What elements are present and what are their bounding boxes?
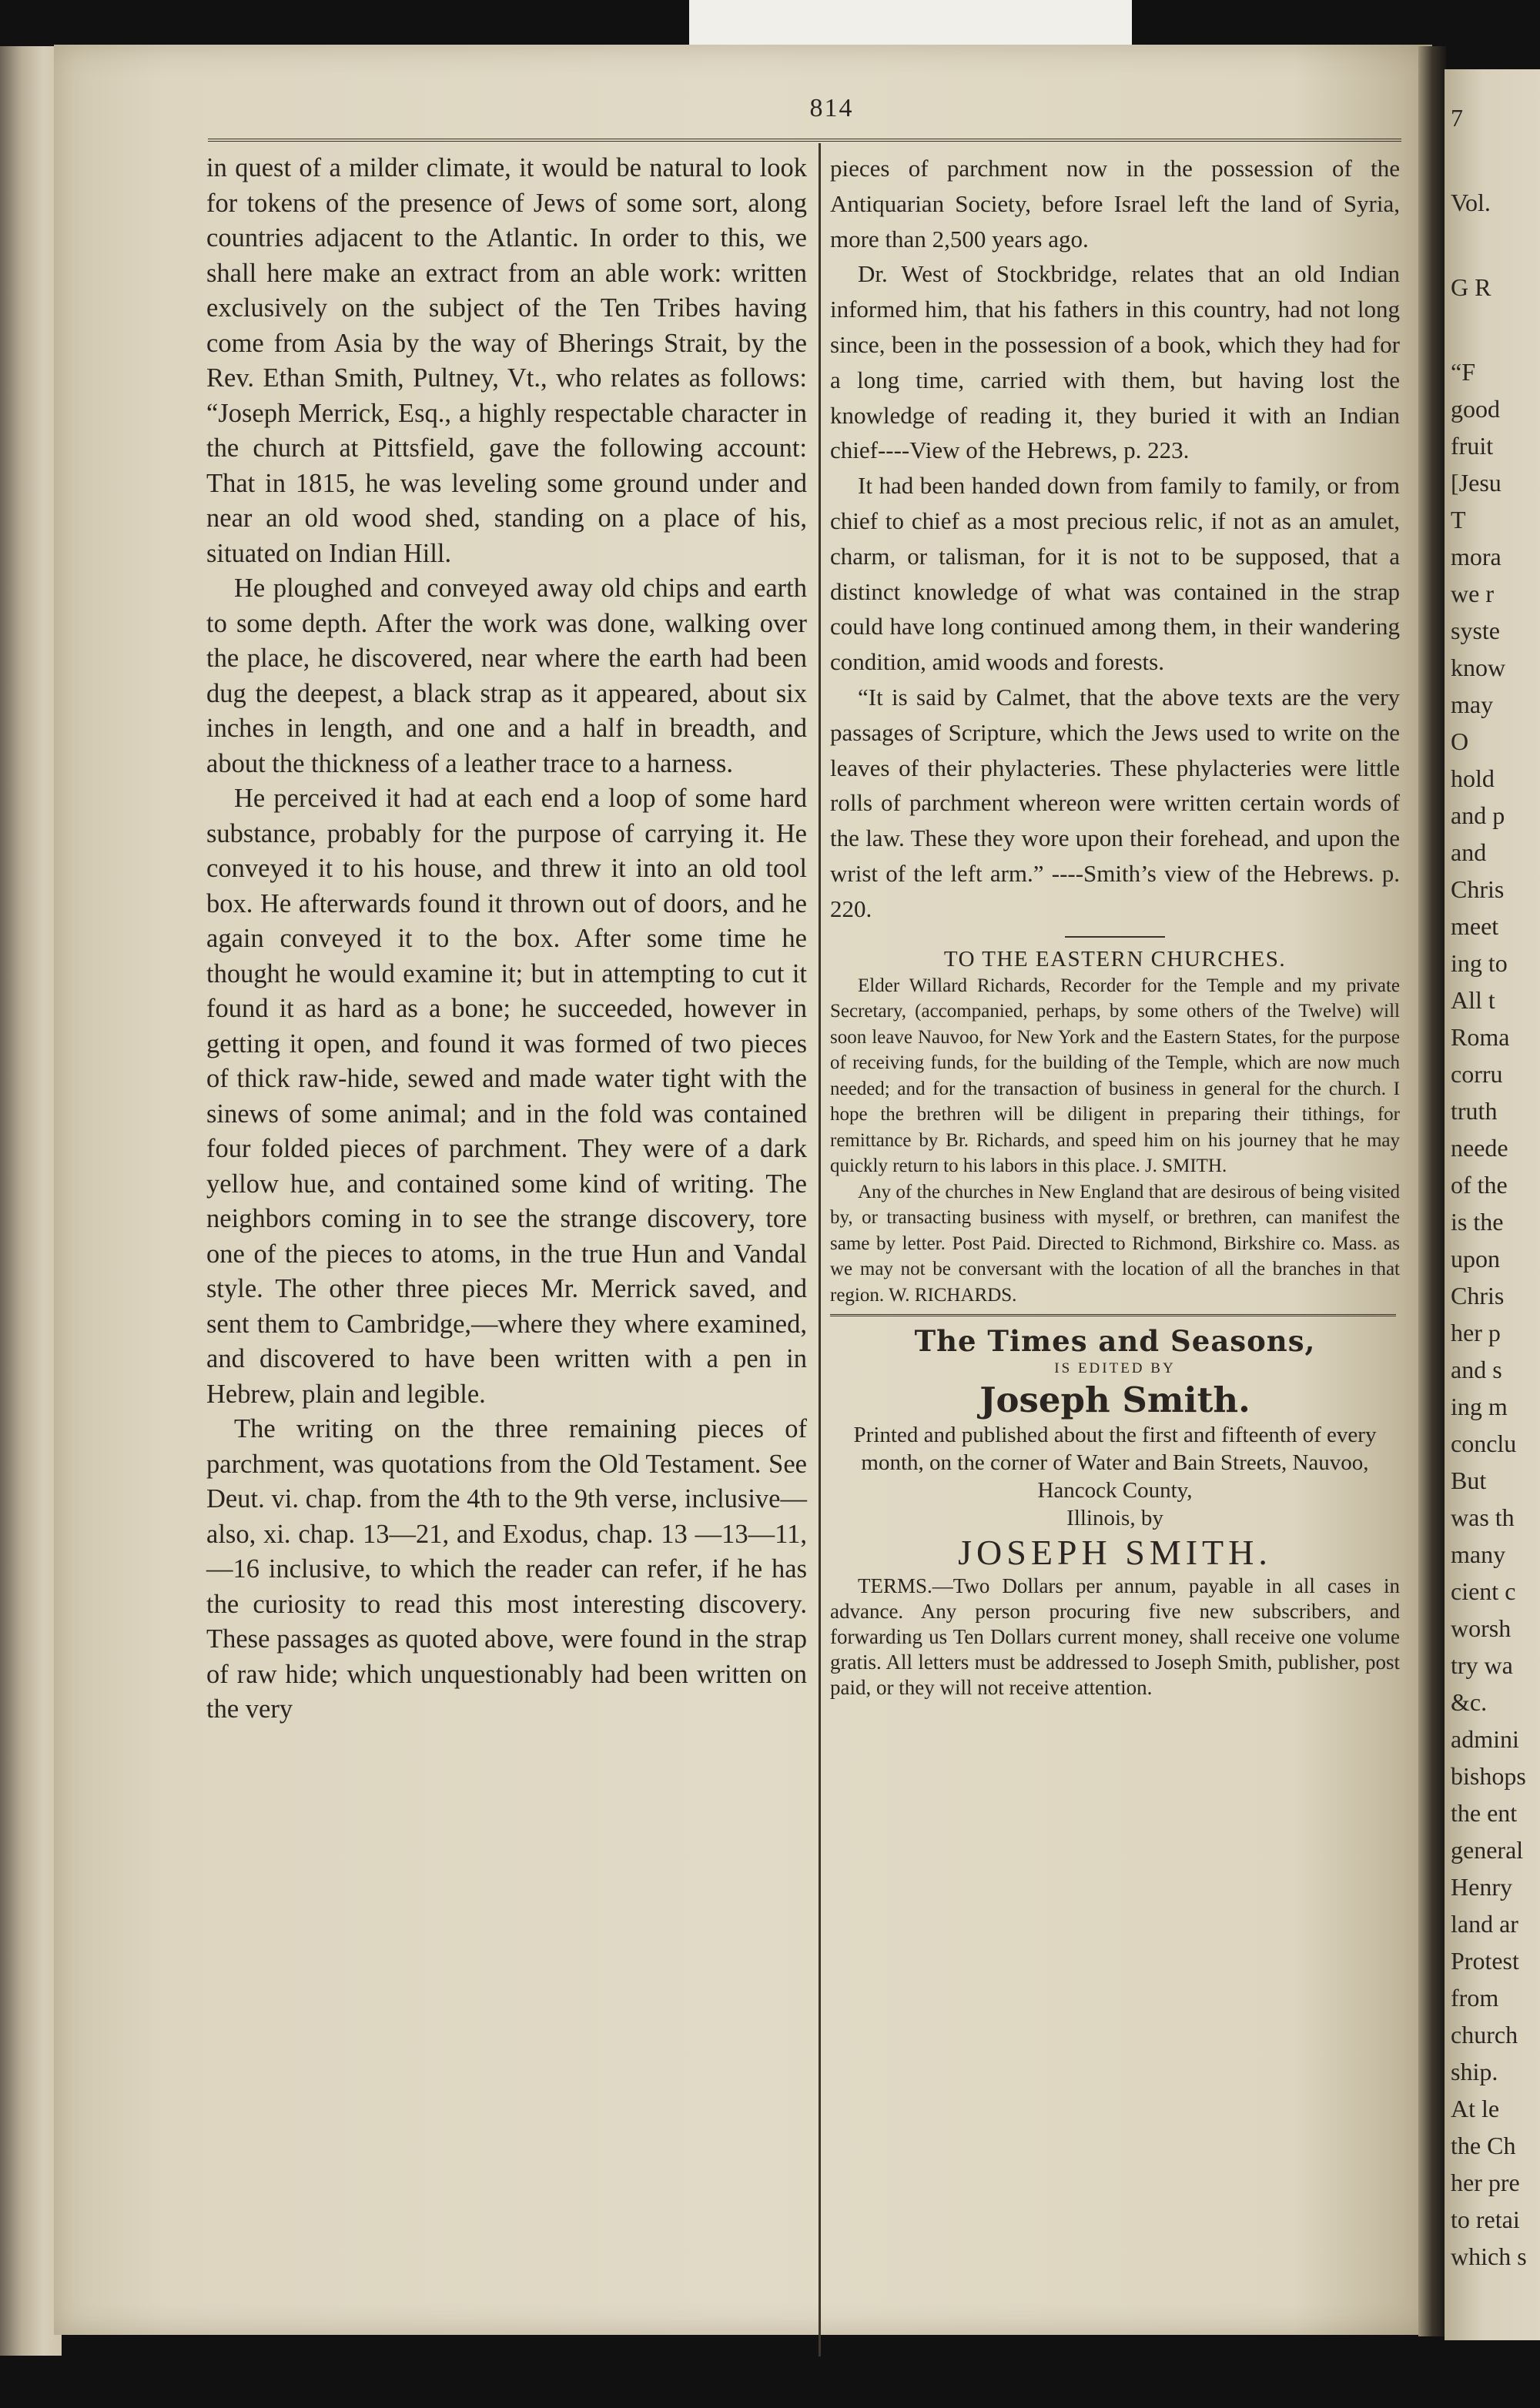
next-page-fragment: mora bbox=[1451, 543, 1502, 570]
next-page-fragment: her p bbox=[1451, 1319, 1501, 1346]
next-page-fragment: church bbox=[1451, 2021, 1518, 2048]
next-page-fragment: truth bbox=[1451, 1097, 1498, 1125]
next-page-fragment: Roma bbox=[1451, 1023, 1510, 1051]
article-paragraph: in quest of a milder climate, it would be natural to look for tokens of the presence of Jews of some sort, along countries adjacent to the Atlantic. In order to this, we shall here make an extract from an able work: written exclusively on the subject of the Ten Tribes having come from Asia by the way of Bherings Strait, by the Rev. Ethan Smith, Pultney, Vt., who relates as follows: “Joseph Merrick, Esq., a highly respectable character in the church at Pittsfield, gave the following account: That in 1815, he was leveling some ground under and near an old wood shed, standing on a place of his, situated on Indian Hill. bbox=[206, 153, 807, 568]
masthead-county: Hancock County, bbox=[1037, 1478, 1193, 1503]
next-page-fragment: we r bbox=[1451, 580, 1494, 607]
right-column bbox=[830, 151, 1400, 1701]
next-page-fragment: good bbox=[1451, 395, 1500, 423]
next-page-fragment: which s bbox=[1451, 2242, 1527, 2270]
next-page-fragment: G R bbox=[1451, 273, 1491, 301]
masthead-publisher: JOSEPH SMITH. bbox=[958, 1533, 1272, 1573]
next-page-fragment: may bbox=[1451, 691, 1494, 718]
next-page-fragment: general bbox=[1451, 1836, 1524, 1864]
next-page-fragment: ing m bbox=[1451, 1393, 1508, 1420]
notice-signature: J. SMITH. bbox=[1144, 1156, 1227, 1177]
next-page-fragment: hold bbox=[1451, 764, 1495, 792]
next-page-fragment: the ent bbox=[1451, 1799, 1518, 1827]
article-paragraph: It had been handed down from family to family, or from chief to chief as a most precious relic, if not as an amulet, charm, or talisman, for it is not to be supposed, that a distinct knowledge of what was contained in the strap could have long continued among them, in their wandering condition, amid woods and forests. bbox=[830, 472, 1400, 676]
next-page-fragment: and bbox=[1451, 838, 1487, 866]
article-paragraph: pieces of parchment now in the possession of the Antiquarian Society, before Israel left the land of Syria, more than 2,500 years ago. bbox=[830, 155, 1400, 253]
section-rule bbox=[1065, 936, 1165, 938]
next-page-fragment: neede bbox=[1451, 1134, 1508, 1162]
next-page-fragment: &c. bbox=[1451, 1688, 1488, 1716]
masthead-printed-line: Printed and published about the first and fifteenth of every month, on the corner of Water and Bain Streets, Nauvoo, bbox=[853, 1423, 1377, 1476]
next-page-fragment: the Ch bbox=[1451, 2132, 1516, 2159]
article-paragraph: He ploughed and conveyed away old chips and earth to some depth. After the work was done, walking over the place, he discovered, near where the earth had been dug the deepest, a black strap as it appeared, about six inches in length, and one and a half in breadth, and about the thickness of a leather trace to a harness. bbox=[206, 574, 807, 778]
next-page-fragment: Chris bbox=[1451, 1282, 1505, 1309]
next-page-fragment: bishops bbox=[1451, 1762, 1526, 1790]
left-column bbox=[206, 151, 807, 1727]
next-page-fragment: fruit bbox=[1451, 432, 1494, 460]
masthead-rule bbox=[830, 1314, 1396, 1316]
notice-body: Any of the churches in New England that are desirous of being visited by, or transacting business with myself, or brethren, can manifest the same by letter. Post Paid. Directed to Richmond, Birkshire co. Mass. as we may not be conversant with the location of all the branches in that region. W. RICHARDS. bbox=[830, 1181, 1400, 1306]
next-page-fragment: land ar bbox=[1451, 1910, 1518, 1938]
masthead-state: Illinois, by bbox=[1066, 1506, 1163, 1531]
next-page-fragment: and s bbox=[1451, 1356, 1502, 1383]
notice-body: Elder Willard Richards, Recorder for the Temple and my private Secretary, (accompanied, perhaps, by some others of the Twelve) will soon leave Nauvoo, for New York and the Eastern States, for the purpose of receiving funds, for the building of the Temple, which are now much needed; and for the transaction of business in general for the church. I hope the brethren will be diligent in preparing their tithings, for remittance by Br. Richards, and speed him on his journey that he may quickly return to his labors in this place. J. SMITH. bbox=[830, 975, 1400, 1177]
next-page-fragment: worsh bbox=[1451, 1614, 1512, 1642]
next-page-fragment: admini bbox=[1451, 1725, 1519, 1753]
next-page-fragment: know bbox=[1451, 654, 1506, 681]
next-page-fragment: “F bbox=[1451, 358, 1475, 386]
next-page-fragment: conclu bbox=[1451, 1430, 1517, 1457]
book-page-edges bbox=[0, 46, 62, 2356]
next-page-fragment: of the bbox=[1451, 1171, 1508, 1199]
book-gutter bbox=[1418, 46, 1446, 2336]
next-page-fragment: and p bbox=[1451, 801, 1505, 829]
next-page-fragment: corru bbox=[1451, 1060, 1503, 1088]
next-page-fragment: Chris bbox=[1451, 875, 1505, 903]
next-page-fragment: from bbox=[1451, 1984, 1499, 2012]
next-page-fragment: All t bbox=[1451, 986, 1495, 1014]
next-page-fragment: But bbox=[1451, 1467, 1487, 1494]
masthead-editor: Joseph Smith. bbox=[979, 1380, 1250, 1421]
next-page-fragment: is the bbox=[1451, 1208, 1504, 1236]
next-page-fragment: ing to bbox=[1451, 949, 1508, 977]
notice-signature: W. RICHARDS. bbox=[888, 1284, 1017, 1306]
next-page-fragment: T bbox=[1451, 506, 1466, 533]
next-page-fragment: Protest bbox=[1451, 1947, 1519, 1975]
next-page-fragment: 7 bbox=[1451, 104, 1463, 132]
notice-heading: TO THE EASTERN CHURCHES. bbox=[943, 946, 1287, 972]
page-number: 814 bbox=[809, 94, 854, 122]
article-paragraph: “It is said by Calmet, that the above texts are the very passages of Scripture, which the Jews used to write on the leaves of their phylacteries. These phylacteries were little rolls of parchment whereon were written certain words of the law. These they wore upon their forehead, and upon the wrist of the left arm.” ----Smith’s view of the Hebrews. p. 220. bbox=[830, 683, 1400, 922]
next-page-fragment: cient c bbox=[1451, 1577, 1516, 1605]
article-paragraph: Dr. West of Stockbridge, relates that an old Indian informed him, that his fathers in this country, had not long since, been in the possession of a book, which they had for a long time, carried with them, but having lost the knowledge of reading it, they buried it with an Indian chief----View of the Hebrews, p. 223. bbox=[830, 260, 1400, 464]
article-paragraph: The writing on the three remaining pieces of parchment, was quotations from the Old Testament. See Deut. vi. chap. from the 4th to the 9th verse, inclusive—also, xi. chap. 13—21, and Exodus, chap. 13 —13—11,—16 inclusive, to which the reader can refer, if he has the curiosity to read this most interesting discovery. These passages as quoted above, were found in the strap of raw hide; which unquestionably had been written on the very bbox=[206, 1414, 807, 1724]
next-page-fragment: ship. bbox=[1451, 2058, 1498, 2085]
header-rule bbox=[208, 139, 1401, 142]
next-page-fragment: to retai bbox=[1451, 2206, 1520, 2233]
next-page-fragment: syste bbox=[1451, 617, 1500, 644]
next-page-fragment: many bbox=[1451, 1540, 1506, 1568]
next-page-fragment: Vol. bbox=[1451, 189, 1491, 216]
next-page-fragment: [Jesu bbox=[1451, 469, 1502, 497]
column-divider bbox=[819, 143, 821, 2356]
next-page-fragment: was th bbox=[1451, 1503, 1515, 1531]
right-page bbox=[1445, 69, 1540, 2340]
next-page-fragment: try wa bbox=[1451, 1651, 1513, 1679]
next-page-fragment: meet bbox=[1451, 912, 1499, 940]
article-paragraph: He perceived it had at each end a loop of some hard substance, probably for the purpose of carrying it. He conveyed it to his house, and threw it into an old tool box. He afterwards found it thrown out of doors, and he again conveyed it to the box. After some time he thought he would examine it; but in attempting to cut it found it as hard as a bone; he succeeded, however in getting it open, and found it was formed of two pieces of thick raw-hide, sewed and made water tight with the sinews of some animal; and in the fold was contained four folded pieces of parchment. They were of a dark yellow hue, and contained some kind of writing. The neighbors coming in to see the strange discovery, tore one of the pieces to atoms, in the true Hun and Vandal style. The other three pieces Mr. Merrick saved, and sent them to Cambridge,—where they where examined, and discovered to have been written with a pen in Hebrew, plain and legible. bbox=[206, 784, 807, 1409]
next-page-fragment: upon bbox=[1451, 1245, 1500, 1273]
masthead-title: The Times and Seasons, bbox=[914, 1324, 1316, 1359]
next-page-fragment: Henry bbox=[1451, 1873, 1512, 1901]
top-paper-strip bbox=[689, 0, 1132, 46]
next-page-fragment: her pre bbox=[1451, 2169, 1520, 2196]
masthead-edited-by: IS EDITED BY bbox=[1054, 1360, 1176, 1377]
masthead-terms: TERMS.—Two Dollars per annum, payable in all cases in advance. Any person procuring five new subscribers, and forwarding us Ten Dollars current money, shall receive one volume gratis. All letters must be addressed to Joseph Smith, publisher, post paid, or they will not receive attention. bbox=[830, 1574, 1400, 1700]
next-page-fragment: At le bbox=[1451, 2095, 1500, 2122]
next-page-fragment: O bbox=[1451, 727, 1469, 755]
